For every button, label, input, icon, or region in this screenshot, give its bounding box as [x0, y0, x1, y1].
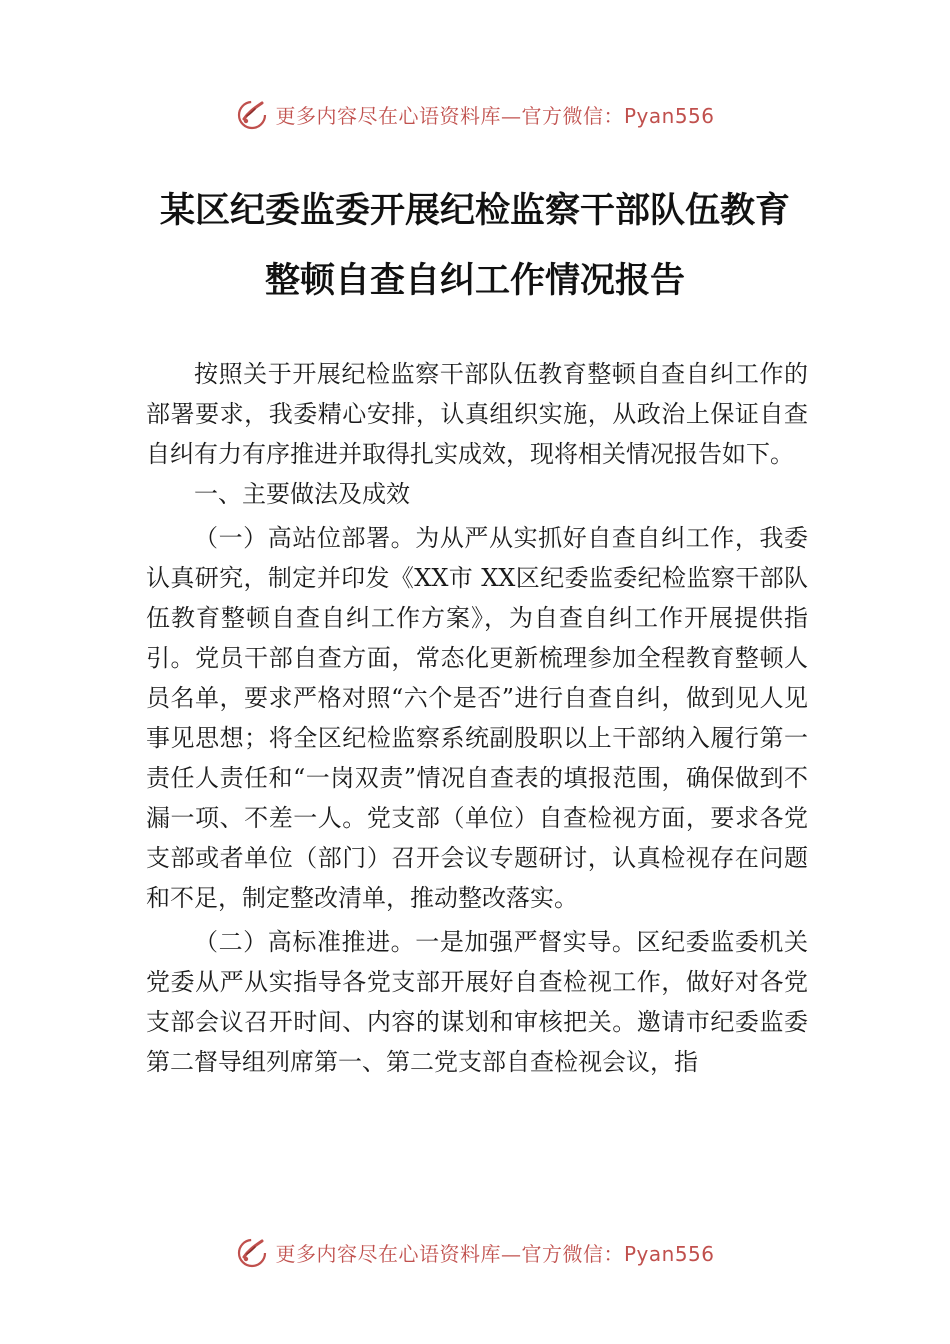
document-title — [0, 176, 950, 316]
brush-logo-icon — [235, 1235, 269, 1269]
title-line-2: 整顿自查自纠工作情况报告 — [264, 260, 685, 301]
wechat-id: Pyan556 — [623, 103, 715, 128]
watermark-content — [235, 1235, 714, 1269]
brush-logo-icon — [235, 97, 269, 131]
watermark-text: 更多内容尽在心语资料库—官方微信：Pyan556 — [275, 103, 715, 128]
footer-watermark-banner — [0, 1232, 950, 1272]
header-watermark-banner — [0, 94, 950, 134]
subsection-paragraph-2: （二）高标准推进。一是加强严督实导。区纪委监委机关党委从严从实指导各党支部开展好自查检视工作，做好对各党支部会议召开时间、内容的谋划和审核把关。邀请市纪委监委第二督导组列席第一、第二党支部自查检视会议，指 — [146, 928, 808, 1076]
watermark-content — [235, 97, 714, 131]
subsection-paragraph-1: （一）高站位部署。为从严从实抓好自查自纠工作，我委认真研究，制定并印发《XX市 XX区纪委监委纪检监察干部队伍教育整顿自查自纠工作方案》，为自查自纠工作开展提供指引。党员干部自查方面，常态化更新梳理参加全程教育整顿人员名单，要求严格对照“六个是否”进行自查自纠，做到见人见事见思想；将全区纪检监察系统副股职以上干部纳入履行第一责任人责任和“一岗双责”情况自查表的填报范围，确保做到不漏一项、不差一人。党支部（单位）自查检视方面，要求各党支部或者单位（部门）召开会议专题研讨，认真检视存在问题和不足，制定整改清单，推动整改落实。 — [146, 524, 808, 912]
section-heading-1: 一、主要做法及成效 — [194, 480, 410, 508]
document-body — [146, 354, 808, 1082]
title-line-1: 某区纪委监委开展纪检监察干部队伍教育 — [159, 190, 790, 231]
intro-paragraph: 按照关于开展纪检监察干部队伍教育整顿自查自纠工作的部署要求，我委精心安排，认真组织实施，从政治上保证自查自纠有力有序推进并取得扎实成效，现将相关情况报告如下。 — [146, 360, 808, 468]
watermark-text: 更多内容尽在心语资料库—官方微信：Pyan556 — [275, 1241, 715, 1266]
wechat-id: Pyan556 — [623, 1241, 715, 1266]
